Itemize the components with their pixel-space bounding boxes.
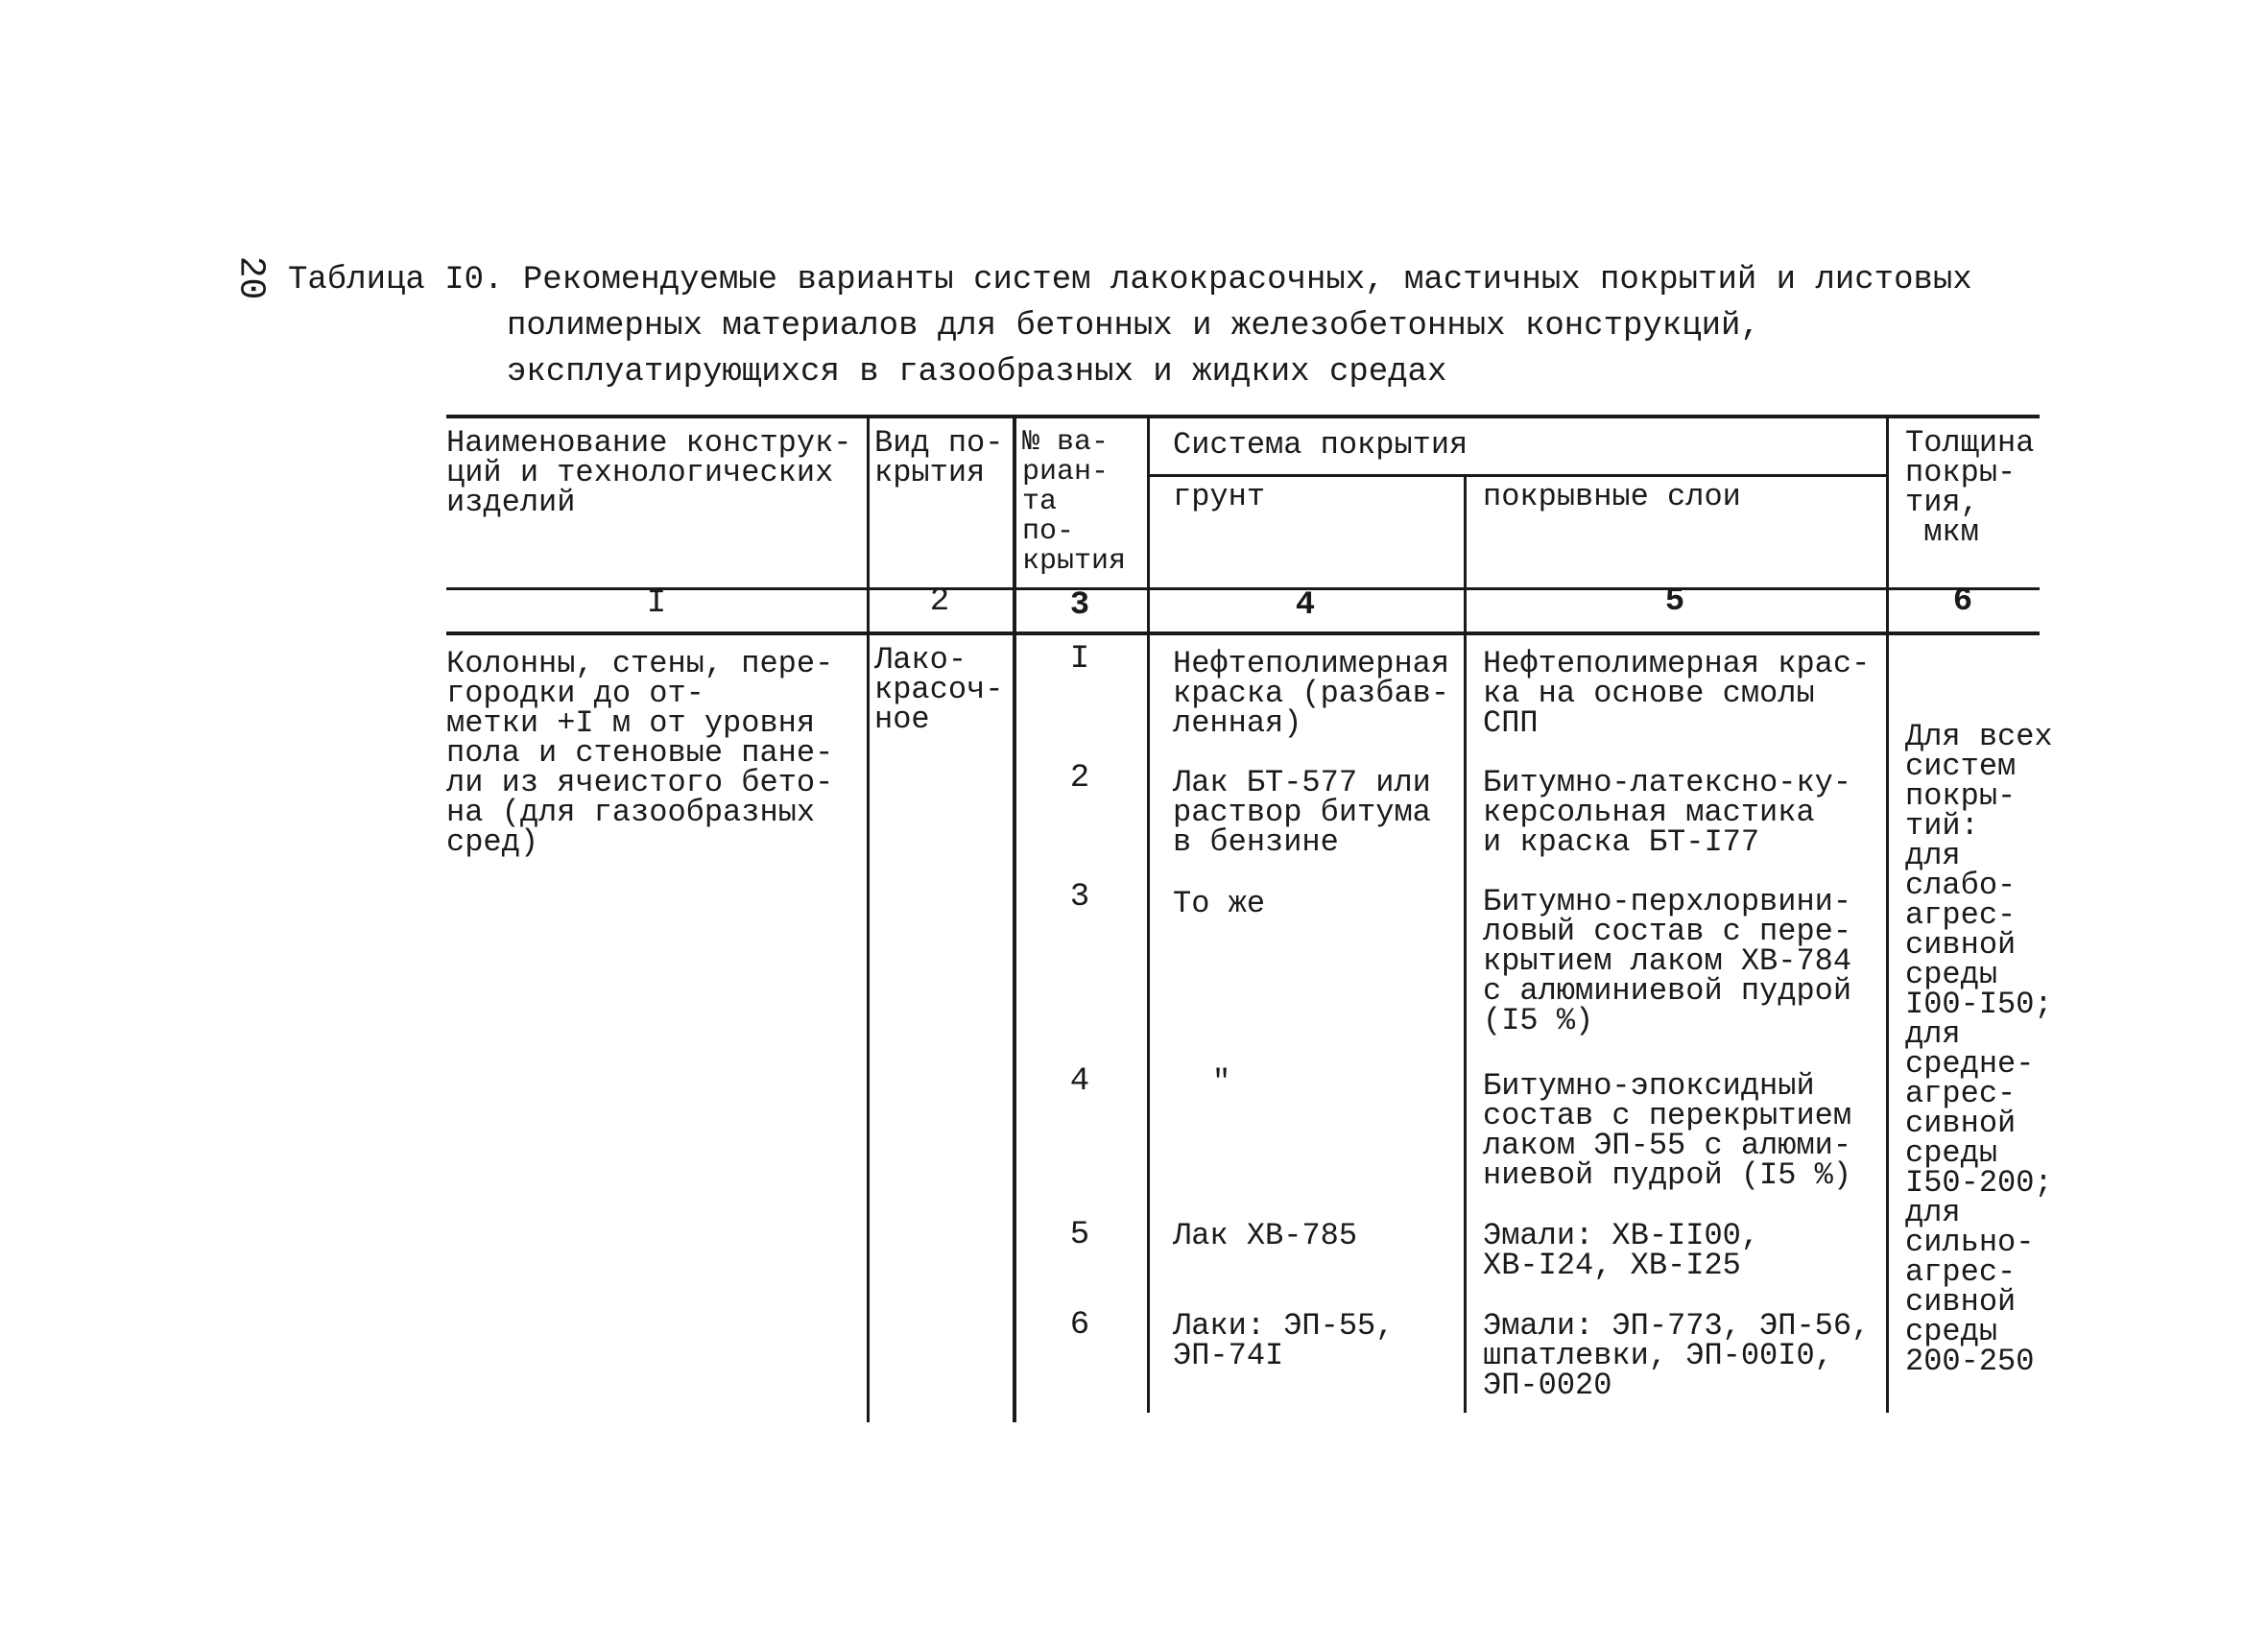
header-construction: Наименование конструк- ций и технологических изделий bbox=[446, 425, 852, 520]
page-number: 20 bbox=[229, 255, 272, 300]
column-number-2: 2 bbox=[929, 584, 950, 620]
top-layers: Эмали: ЭП-773, ЭП-56, шпатлевки, ЭП-00I0, ЭП-0020 bbox=[1483, 1308, 1871, 1403]
column-numbers-rule bbox=[446, 631, 2040, 635]
variant-number: 3 bbox=[1069, 879, 1090, 916]
top-layers: Битумно-латексно-ку- керсольная мастика и краска БТ-I77 bbox=[1483, 765, 1852, 860]
top-layers: Битумно-эпоксидный состав с перекрытием лаком ЭП-55 с алюми- ниевой пудрой (I5 %) bbox=[1483, 1068, 1852, 1193]
header-coating-type: Вид по- крытия bbox=[874, 425, 1004, 490]
system-divider-rule bbox=[1147, 474, 1886, 477]
table-top-rule bbox=[446, 415, 2040, 418]
top-layers: Битумно-перхлорвини- ловый состав с пере- крытием лаком ХВ-784 с алюминиевой пудрой (I5 %) bbox=[1483, 884, 1852, 1038]
top-layers: Эмали: ХВ-II00, ХВ-I24, ХВ-I25 bbox=[1483, 1218, 1760, 1283]
column-number-5: 5 bbox=[1664, 584, 1685, 620]
col-divider-1 bbox=[867, 415, 870, 1422]
variant-number: I bbox=[1069, 641, 1090, 678]
variant-number: 6 bbox=[1069, 1307, 1090, 1344]
coating-thickness: Для всех систем покры- тий: для слабо- агрес- сивной среды I00-I50; для средне- агрес- сивной среды I50-200; для сильно- агрес- сивной среды 200-250 bbox=[1905, 719, 2053, 1379]
caption-line-2: полимерных материалов для бетонных и железобетонных конструкций, bbox=[507, 308, 1760, 345]
column-number-3: 3 bbox=[1069, 587, 1090, 624]
construction-name: Колонны, стены, пере- городки до от- метки +I м от уровня пола и стеновые пане- ли из ячеистого бето- на (для газообразных сред) bbox=[446, 646, 834, 860]
primer: То же bbox=[1173, 886, 1266, 921]
coatings-table bbox=[446, 415, 2053, 1422]
header-top-layers: покрывные слои bbox=[1483, 479, 1741, 514]
header-variant-number: № ва- риан- та по- крытия bbox=[1022, 426, 1127, 578]
col-divider-3 bbox=[1147, 415, 1150, 1413]
top-layers: Нефтеполимерная крас- ка на основе смолы СПП bbox=[1483, 646, 1871, 741]
column-number-6: 6 bbox=[1952, 584, 1973, 620]
col-divider-5 bbox=[1886, 415, 1889, 1413]
variant-number: 4 bbox=[1069, 1063, 1090, 1100]
primer: Лаки: ЭП-55, ЭП-74I bbox=[1173, 1308, 1395, 1373]
coating-type: Лако- красоч- ное bbox=[874, 642, 1004, 737]
primer: Нефтеполимерная краска (разбав- ленная) bbox=[1173, 646, 1450, 741]
caption-line-3: эксплуатирующихся в газообразных и жидких средах bbox=[507, 354, 1447, 391]
column-number-1: I bbox=[646, 585, 667, 622]
primer: Лак ХВ-785 bbox=[1173, 1218, 1358, 1253]
header-primer: грунт bbox=[1173, 479, 1266, 514]
caption-line-1: Таблица I0. Рекомендуемые варианты систем лакокрасочных, мастичных покрытий и листовых bbox=[288, 262, 1972, 298]
variant-number: 2 bbox=[1069, 760, 1090, 797]
header-thickness: Толщина покры- тия, мкм bbox=[1905, 425, 2035, 550]
header-coating-system: Система покрытия bbox=[1173, 427, 1468, 463]
col-divider-2 bbox=[1013, 415, 1016, 1422]
table-caption bbox=[288, 257, 1972, 395]
column-number-4: 4 bbox=[1295, 587, 1316, 624]
variant-number: 5 bbox=[1069, 1217, 1090, 1253]
primer: " bbox=[1212, 1064, 1231, 1100]
primer: Лак БТ-577 или раствор битума в бензине bbox=[1173, 765, 1431, 860]
